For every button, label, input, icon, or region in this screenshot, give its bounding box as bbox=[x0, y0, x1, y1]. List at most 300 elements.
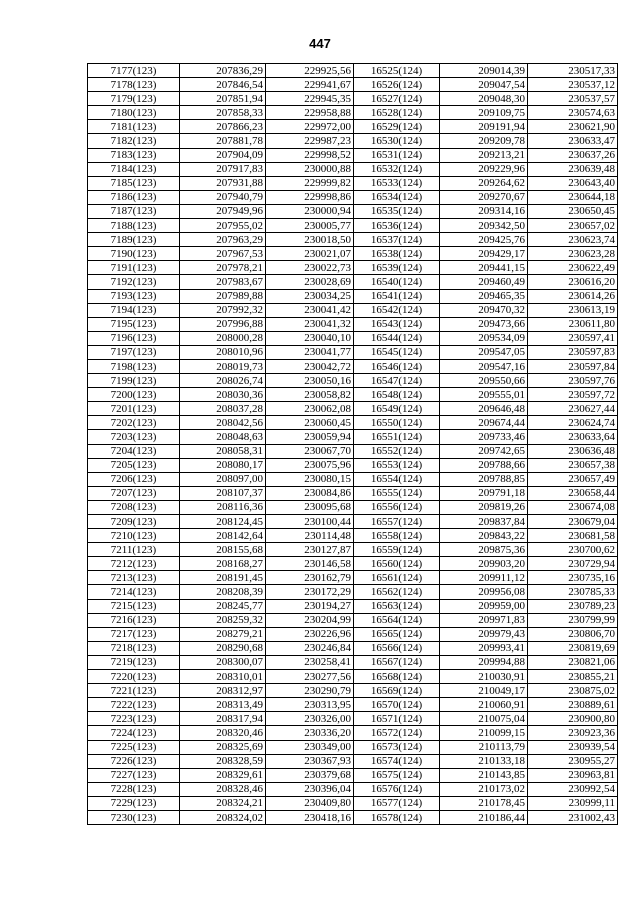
point-id-a-cell: 7220(123) bbox=[88, 670, 180, 684]
table-row bbox=[88, 613, 618, 627]
y-coordinate-b-cell: 230517,33 bbox=[528, 64, 618, 78]
y-coordinate-a-cell: 229958,88 bbox=[266, 106, 354, 120]
point-id-b-cell: 16570(124) bbox=[354, 698, 440, 712]
y-coordinate-b-cell: 230955,27 bbox=[528, 754, 618, 768]
table-row bbox=[88, 134, 618, 148]
table-row bbox=[88, 712, 618, 726]
point-id-b-cell: 16575(124) bbox=[354, 768, 440, 782]
y-coordinate-a-cell: 230041,77 bbox=[266, 345, 354, 359]
x-coordinate-b-cell: 209429,17 bbox=[440, 247, 528, 261]
point-id-a-cell: 7204(123) bbox=[88, 444, 180, 458]
point-id-b-cell: 16525(124) bbox=[354, 64, 440, 78]
point-id-a-cell: 7223(123) bbox=[88, 712, 180, 726]
x-coordinate-b-cell: 209425,76 bbox=[440, 233, 528, 247]
x-coordinate-a-cell: 208328,46 bbox=[180, 782, 266, 796]
point-id-a-cell: 7183(123) bbox=[88, 148, 180, 162]
x-coordinate-b-cell: 209993,41 bbox=[440, 641, 528, 655]
point-id-a-cell: 7187(123) bbox=[88, 204, 180, 218]
y-coordinate-b-cell: 230597,41 bbox=[528, 331, 618, 345]
x-coordinate-b-cell: 209047,54 bbox=[440, 78, 528, 92]
table-row bbox=[88, 78, 618, 92]
y-coordinate-b-cell: 230611,80 bbox=[528, 317, 618, 331]
y-coordinate-b-cell: 230574,63 bbox=[528, 106, 618, 120]
x-coordinate-b-cell: 209342,50 bbox=[440, 219, 528, 233]
y-coordinate-a-cell: 229999,82 bbox=[266, 176, 354, 190]
x-coordinate-a-cell: 208107,37 bbox=[180, 486, 266, 500]
table-row bbox=[88, 64, 618, 78]
point-id-b-cell: 16578(124) bbox=[354, 810, 440, 824]
x-coordinate-b-cell: 209547,16 bbox=[440, 359, 528, 373]
y-coordinate-b-cell: 230855,21 bbox=[528, 670, 618, 684]
y-coordinate-b-cell: 230621,90 bbox=[528, 120, 618, 134]
y-coordinate-a-cell: 230040,10 bbox=[266, 331, 354, 345]
point-id-b-cell: 16551(124) bbox=[354, 430, 440, 444]
x-coordinate-a-cell: 207846,54 bbox=[180, 78, 266, 92]
point-id-b-cell: 16574(124) bbox=[354, 754, 440, 768]
y-coordinate-a-cell: 230000,94 bbox=[266, 204, 354, 218]
point-id-a-cell: 7203(123) bbox=[88, 430, 180, 444]
table-row bbox=[88, 289, 618, 303]
x-coordinate-b-cell: 210113,79 bbox=[440, 740, 528, 754]
table-row bbox=[88, 641, 618, 655]
point-id-b-cell: 16545(124) bbox=[354, 345, 440, 359]
point-id-b-cell: 16543(124) bbox=[354, 317, 440, 331]
x-coordinate-b-cell: 210186,44 bbox=[440, 810, 528, 824]
point-id-b-cell: 16526(124) bbox=[354, 78, 440, 92]
point-id-a-cell: 7207(123) bbox=[88, 486, 180, 500]
table-row bbox=[88, 162, 618, 176]
x-coordinate-b-cell: 209959,00 bbox=[440, 599, 528, 613]
point-id-b-cell: 16537(124) bbox=[354, 233, 440, 247]
point-id-a-cell: 7177(123) bbox=[88, 64, 180, 78]
y-coordinate-a-cell: 230226,96 bbox=[266, 627, 354, 641]
point-id-a-cell: 7182(123) bbox=[88, 134, 180, 148]
x-coordinate-a-cell: 208300,07 bbox=[180, 655, 266, 669]
table-row bbox=[88, 176, 618, 190]
point-id-a-cell: 7202(123) bbox=[88, 416, 180, 430]
point-id-a-cell: 7184(123) bbox=[88, 162, 180, 176]
x-coordinate-b-cell: 209903,20 bbox=[440, 557, 528, 571]
point-id-a-cell: 7195(123) bbox=[88, 317, 180, 331]
x-coordinate-a-cell: 208313,49 bbox=[180, 698, 266, 712]
x-coordinate-b-cell: 209441,15 bbox=[440, 261, 528, 275]
y-coordinate-b-cell: 230785,33 bbox=[528, 585, 618, 599]
point-id-b-cell: 16544(124) bbox=[354, 331, 440, 345]
y-coordinate-b-cell: 230597,72 bbox=[528, 388, 618, 402]
y-coordinate-a-cell: 229972,00 bbox=[266, 120, 354, 134]
point-id-b-cell: 16566(124) bbox=[354, 641, 440, 655]
point-id-a-cell: 7222(123) bbox=[88, 698, 180, 712]
point-id-b-cell: 16527(124) bbox=[354, 92, 440, 106]
x-coordinate-b-cell: 209956,08 bbox=[440, 585, 528, 599]
coordinates-table bbox=[87, 63, 618, 825]
point-id-a-cell: 7221(123) bbox=[88, 684, 180, 698]
point-id-a-cell: 7197(123) bbox=[88, 345, 180, 359]
x-coordinate-a-cell: 208142,64 bbox=[180, 529, 266, 543]
table-row bbox=[88, 261, 618, 275]
y-coordinate-b-cell: 230623,28 bbox=[528, 247, 618, 261]
point-id-b-cell: 16528(124) bbox=[354, 106, 440, 120]
point-id-b-cell: 16529(124) bbox=[354, 120, 440, 134]
x-coordinate-a-cell: 208317,94 bbox=[180, 712, 266, 726]
point-id-a-cell: 7190(123) bbox=[88, 247, 180, 261]
y-coordinate-b-cell: 230644,18 bbox=[528, 190, 618, 204]
x-coordinate-a-cell: 207996,88 bbox=[180, 317, 266, 331]
table-row bbox=[88, 782, 618, 796]
x-coordinate-b-cell: 209109,75 bbox=[440, 106, 528, 120]
x-coordinate-a-cell: 208324,02 bbox=[180, 810, 266, 824]
x-coordinate-b-cell: 209555,01 bbox=[440, 388, 528, 402]
point-id-a-cell: 7209(123) bbox=[88, 515, 180, 529]
x-coordinate-a-cell: 208010,96 bbox=[180, 345, 266, 359]
coordinates-table-body bbox=[88, 64, 618, 825]
point-id-a-cell: 7196(123) bbox=[88, 331, 180, 345]
x-coordinate-b-cell: 209209,78 bbox=[440, 134, 528, 148]
y-coordinate-b-cell: 230650,45 bbox=[528, 204, 618, 218]
point-id-b-cell: 16549(124) bbox=[354, 402, 440, 416]
table-row bbox=[88, 92, 618, 106]
point-id-a-cell: 7213(123) bbox=[88, 571, 180, 585]
x-coordinate-a-cell: 208279,21 bbox=[180, 627, 266, 641]
table-row bbox=[88, 529, 618, 543]
y-coordinate-a-cell: 229998,52 bbox=[266, 148, 354, 162]
y-coordinate-a-cell: 230058,82 bbox=[266, 388, 354, 402]
table-row bbox=[88, 754, 618, 768]
x-coordinate-b-cell: 209191,94 bbox=[440, 120, 528, 134]
point-id-b-cell: 16535(124) bbox=[354, 204, 440, 218]
table-row bbox=[88, 430, 618, 444]
y-coordinate-b-cell: 230597,83 bbox=[528, 345, 618, 359]
x-coordinate-a-cell: 208116,36 bbox=[180, 500, 266, 514]
y-coordinate-a-cell: 230172,29 bbox=[266, 585, 354, 599]
x-coordinate-a-cell: 208208,39 bbox=[180, 585, 266, 599]
y-coordinate-a-cell: 230021,07 bbox=[266, 247, 354, 261]
point-id-a-cell: 7230(123) bbox=[88, 810, 180, 824]
x-coordinate-a-cell: 208037,28 bbox=[180, 402, 266, 416]
y-coordinate-b-cell: 230658,44 bbox=[528, 486, 618, 500]
point-id-b-cell: 16565(124) bbox=[354, 627, 440, 641]
y-coordinate-a-cell: 230290,79 bbox=[266, 684, 354, 698]
table-row bbox=[88, 233, 618, 247]
y-coordinate-b-cell: 230939,54 bbox=[528, 740, 618, 754]
x-coordinate-a-cell: 208000,28 bbox=[180, 331, 266, 345]
point-id-a-cell: 7179(123) bbox=[88, 92, 180, 106]
point-id-a-cell: 7228(123) bbox=[88, 782, 180, 796]
y-coordinate-a-cell: 230326,00 bbox=[266, 712, 354, 726]
y-coordinate-a-cell: 230067,70 bbox=[266, 444, 354, 458]
table-row bbox=[88, 796, 618, 810]
y-coordinate-b-cell: 230597,84 bbox=[528, 359, 618, 373]
x-coordinate-a-cell: 207858,33 bbox=[180, 106, 266, 120]
table-row bbox=[88, 275, 618, 289]
y-coordinate-a-cell: 230084,86 bbox=[266, 486, 354, 500]
table-row bbox=[88, 317, 618, 331]
x-coordinate-a-cell: 207949,96 bbox=[180, 204, 266, 218]
point-id-b-cell: 16548(124) bbox=[354, 388, 440, 402]
x-coordinate-b-cell: 209014,39 bbox=[440, 64, 528, 78]
point-id-b-cell: 16573(124) bbox=[354, 740, 440, 754]
table-row bbox=[88, 810, 618, 824]
point-id-a-cell: 7200(123) bbox=[88, 388, 180, 402]
point-id-a-cell: 7181(123) bbox=[88, 120, 180, 134]
point-id-a-cell: 7210(123) bbox=[88, 529, 180, 543]
y-coordinate-b-cell: 230657,49 bbox=[528, 472, 618, 486]
x-coordinate-b-cell: 209314,16 bbox=[440, 204, 528, 218]
table-row bbox=[88, 486, 618, 500]
x-coordinate-b-cell: 209674,44 bbox=[440, 416, 528, 430]
y-coordinate-a-cell: 230409,80 bbox=[266, 796, 354, 810]
x-coordinate-b-cell: 209791,18 bbox=[440, 486, 528, 500]
x-coordinate-b-cell: 209470,32 bbox=[440, 303, 528, 317]
point-id-a-cell: 7189(123) bbox=[88, 233, 180, 247]
x-coordinate-a-cell: 208320,46 bbox=[180, 726, 266, 740]
x-coordinate-b-cell: 209048,30 bbox=[440, 92, 528, 106]
table-row bbox=[88, 359, 618, 373]
point-id-b-cell: 16577(124) bbox=[354, 796, 440, 810]
point-id-a-cell: 7224(123) bbox=[88, 726, 180, 740]
x-coordinate-b-cell: 210178,45 bbox=[440, 796, 528, 810]
x-coordinate-a-cell: 207917,83 bbox=[180, 162, 266, 176]
x-coordinate-a-cell: 207904,09 bbox=[180, 148, 266, 162]
y-coordinate-a-cell: 229925,56 bbox=[266, 64, 354, 78]
point-id-a-cell: 7217(123) bbox=[88, 627, 180, 641]
point-id-b-cell: 16567(124) bbox=[354, 655, 440, 669]
point-id-a-cell: 7227(123) bbox=[88, 768, 180, 782]
y-coordinate-b-cell: 230636,48 bbox=[528, 444, 618, 458]
point-id-a-cell: 7198(123) bbox=[88, 359, 180, 373]
x-coordinate-b-cell: 209229,96 bbox=[440, 162, 528, 176]
point-id-b-cell: 16558(124) bbox=[354, 529, 440, 543]
table-row bbox=[88, 148, 618, 162]
x-coordinate-a-cell: 207836,29 bbox=[180, 64, 266, 78]
point-id-b-cell: 16554(124) bbox=[354, 472, 440, 486]
table-row bbox=[88, 670, 618, 684]
point-id-b-cell: 16547(124) bbox=[354, 374, 440, 388]
y-coordinate-a-cell: 230379,68 bbox=[266, 768, 354, 782]
y-coordinate-b-cell: 230597,76 bbox=[528, 374, 618, 388]
x-coordinate-a-cell: 207940,79 bbox=[180, 190, 266, 204]
point-id-b-cell: 16533(124) bbox=[354, 176, 440, 190]
x-coordinate-a-cell: 208191,45 bbox=[180, 571, 266, 585]
table-row bbox=[88, 345, 618, 359]
point-id-b-cell: 16538(124) bbox=[354, 247, 440, 261]
y-coordinate-b-cell: 230657,02 bbox=[528, 219, 618, 233]
x-coordinate-b-cell: 209465,35 bbox=[440, 289, 528, 303]
x-coordinate-b-cell: 209646,48 bbox=[440, 402, 528, 416]
x-coordinate-b-cell: 209994,88 bbox=[440, 655, 528, 669]
x-coordinate-a-cell: 207866,23 bbox=[180, 120, 266, 134]
table-row bbox=[88, 444, 618, 458]
table-row bbox=[88, 543, 618, 557]
point-id-a-cell: 7216(123) bbox=[88, 613, 180, 627]
point-id-a-cell: 7212(123) bbox=[88, 557, 180, 571]
y-coordinate-b-cell: 230679,04 bbox=[528, 515, 618, 529]
y-coordinate-b-cell: 230622,49 bbox=[528, 261, 618, 275]
x-coordinate-a-cell: 208312,97 bbox=[180, 684, 266, 698]
table-row bbox=[88, 740, 618, 754]
y-coordinate-a-cell: 230022,73 bbox=[266, 261, 354, 275]
x-coordinate-b-cell: 209843,22 bbox=[440, 529, 528, 543]
point-id-a-cell: 7205(123) bbox=[88, 458, 180, 472]
x-coordinate-b-cell: 209971,83 bbox=[440, 613, 528, 627]
y-coordinate-b-cell: 230639,48 bbox=[528, 162, 618, 176]
x-coordinate-a-cell: 208097,00 bbox=[180, 472, 266, 486]
table-row bbox=[88, 402, 618, 416]
point-id-b-cell: 16556(124) bbox=[354, 500, 440, 514]
x-coordinate-b-cell: 209788,66 bbox=[440, 458, 528, 472]
point-id-a-cell: 7180(123) bbox=[88, 106, 180, 120]
x-coordinate-b-cell: 209742,65 bbox=[440, 444, 528, 458]
x-coordinate-a-cell: 208048,63 bbox=[180, 430, 266, 444]
table-row bbox=[88, 655, 618, 669]
y-coordinate-b-cell: 230735,16 bbox=[528, 571, 618, 585]
x-coordinate-b-cell: 209550,66 bbox=[440, 374, 528, 388]
point-id-b-cell: 16557(124) bbox=[354, 515, 440, 529]
y-coordinate-b-cell: 230819,69 bbox=[528, 641, 618, 655]
y-coordinate-a-cell: 230028,69 bbox=[266, 275, 354, 289]
y-coordinate-a-cell: 230062,08 bbox=[266, 402, 354, 416]
y-coordinate-b-cell: 230614,26 bbox=[528, 289, 618, 303]
x-coordinate-a-cell: 208245,77 bbox=[180, 599, 266, 613]
x-coordinate-a-cell: 208328,59 bbox=[180, 754, 266, 768]
y-coordinate-b-cell: 230992,54 bbox=[528, 782, 618, 796]
x-coordinate-b-cell: 210133,18 bbox=[440, 754, 528, 768]
y-coordinate-b-cell: 230613,19 bbox=[528, 303, 618, 317]
x-coordinate-b-cell: 209875,36 bbox=[440, 543, 528, 557]
y-coordinate-a-cell: 230060,45 bbox=[266, 416, 354, 430]
table-row bbox=[88, 472, 618, 486]
x-coordinate-b-cell: 210049,17 bbox=[440, 684, 528, 698]
table-row bbox=[88, 458, 618, 472]
y-coordinate-b-cell: 230537,57 bbox=[528, 92, 618, 106]
y-coordinate-a-cell: 230246,84 bbox=[266, 641, 354, 655]
x-coordinate-b-cell: 209473,66 bbox=[440, 317, 528, 331]
table-row bbox=[88, 515, 618, 529]
x-coordinate-a-cell: 208259,32 bbox=[180, 613, 266, 627]
point-id-b-cell: 16564(124) bbox=[354, 613, 440, 627]
y-coordinate-b-cell: 230821,06 bbox=[528, 655, 618, 669]
y-coordinate-a-cell: 230050,16 bbox=[266, 374, 354, 388]
y-coordinate-a-cell: 230042,72 bbox=[266, 359, 354, 373]
x-coordinate-a-cell: 208026,74 bbox=[180, 374, 266, 388]
table-row bbox=[88, 303, 618, 317]
point-id-b-cell: 16571(124) bbox=[354, 712, 440, 726]
y-coordinate-a-cell: 230277,56 bbox=[266, 670, 354, 684]
x-coordinate-a-cell: 208124,45 bbox=[180, 515, 266, 529]
x-coordinate-a-cell: 207967,53 bbox=[180, 247, 266, 261]
y-coordinate-b-cell: 230789,23 bbox=[528, 599, 618, 613]
y-coordinate-b-cell: 230963,81 bbox=[528, 768, 618, 782]
point-id-a-cell: 7194(123) bbox=[88, 303, 180, 317]
point-id-b-cell: 16568(124) bbox=[354, 670, 440, 684]
y-coordinate-b-cell: 230643,40 bbox=[528, 176, 618, 190]
y-coordinate-a-cell: 229998,86 bbox=[266, 190, 354, 204]
x-coordinate-b-cell: 210060,91 bbox=[440, 698, 528, 712]
y-coordinate-b-cell: 230923,36 bbox=[528, 726, 618, 740]
y-coordinate-a-cell: 230349,00 bbox=[266, 740, 354, 754]
y-coordinate-a-cell: 230075,96 bbox=[266, 458, 354, 472]
x-coordinate-a-cell: 208290,68 bbox=[180, 641, 266, 655]
table-row bbox=[88, 374, 618, 388]
x-coordinate-b-cell: 210099,15 bbox=[440, 726, 528, 740]
point-id-a-cell: 7225(123) bbox=[88, 740, 180, 754]
x-coordinate-b-cell: 209979,43 bbox=[440, 627, 528, 641]
y-coordinate-b-cell: 230799,99 bbox=[528, 613, 618, 627]
point-id-a-cell: 7185(123) bbox=[88, 176, 180, 190]
point-id-b-cell: 16572(124) bbox=[354, 726, 440, 740]
page-number: 447 bbox=[309, 36, 331, 51]
x-coordinate-b-cell: 209547,05 bbox=[440, 345, 528, 359]
y-coordinate-b-cell: 230806,70 bbox=[528, 627, 618, 641]
y-coordinate-a-cell: 229945,35 bbox=[266, 92, 354, 106]
point-id-b-cell: 16561(124) bbox=[354, 571, 440, 585]
x-coordinate-b-cell: 210075,04 bbox=[440, 712, 528, 726]
x-coordinate-a-cell: 207963,29 bbox=[180, 233, 266, 247]
x-coordinate-a-cell: 207992,32 bbox=[180, 303, 266, 317]
y-coordinate-a-cell: 230000,88 bbox=[266, 162, 354, 176]
y-coordinate-b-cell: 230999,11 bbox=[528, 796, 618, 810]
y-coordinate-b-cell: 230616,20 bbox=[528, 275, 618, 289]
y-coordinate-a-cell: 230005,77 bbox=[266, 219, 354, 233]
x-coordinate-b-cell: 209264,62 bbox=[440, 176, 528, 190]
x-coordinate-a-cell: 207983,67 bbox=[180, 275, 266, 289]
point-id-b-cell: 16530(124) bbox=[354, 134, 440, 148]
table-row bbox=[88, 768, 618, 782]
table-row bbox=[88, 219, 618, 233]
point-id-a-cell: 7226(123) bbox=[88, 754, 180, 768]
point-id-a-cell: 7215(123) bbox=[88, 599, 180, 613]
table-row bbox=[88, 204, 618, 218]
point-id-b-cell: 16576(124) bbox=[354, 782, 440, 796]
x-coordinate-a-cell: 207881,78 bbox=[180, 134, 266, 148]
y-coordinate-b-cell: 230537,12 bbox=[528, 78, 618, 92]
x-coordinate-b-cell: 209819,26 bbox=[440, 500, 528, 514]
x-coordinate-b-cell: 209788,85 bbox=[440, 472, 528, 486]
x-coordinate-a-cell: 207955,02 bbox=[180, 219, 266, 233]
y-coordinate-a-cell: 230396,04 bbox=[266, 782, 354, 796]
point-id-b-cell: 16531(124) bbox=[354, 148, 440, 162]
y-coordinate-b-cell: 230627,44 bbox=[528, 402, 618, 416]
table-row bbox=[88, 627, 618, 641]
y-coordinate-a-cell: 230162,79 bbox=[266, 571, 354, 585]
y-coordinate-b-cell: 230657,38 bbox=[528, 458, 618, 472]
point-id-a-cell: 7192(123) bbox=[88, 275, 180, 289]
table-row bbox=[88, 571, 618, 585]
x-coordinate-b-cell: 210143,85 bbox=[440, 768, 528, 782]
x-coordinate-a-cell: 207978,21 bbox=[180, 261, 266, 275]
y-coordinate-b-cell: 230700,62 bbox=[528, 543, 618, 557]
y-coordinate-b-cell: 230681,58 bbox=[528, 529, 618, 543]
point-id-a-cell: 7211(123) bbox=[88, 543, 180, 557]
x-coordinate-b-cell: 209460,49 bbox=[440, 275, 528, 289]
y-coordinate-a-cell: 230194,27 bbox=[266, 599, 354, 613]
y-coordinate-b-cell: 230623,74 bbox=[528, 233, 618, 247]
point-id-a-cell: 7186(123) bbox=[88, 190, 180, 204]
table-row bbox=[88, 331, 618, 345]
y-coordinate-b-cell: 230900,80 bbox=[528, 712, 618, 726]
table-row bbox=[88, 416, 618, 430]
x-coordinate-b-cell: 209733,46 bbox=[440, 430, 528, 444]
y-coordinate-a-cell: 230080,15 bbox=[266, 472, 354, 486]
point-id-b-cell: 16546(124) bbox=[354, 359, 440, 373]
table-row bbox=[88, 698, 618, 712]
x-coordinate-b-cell: 209911,12 bbox=[440, 571, 528, 585]
x-coordinate-b-cell: 209837,84 bbox=[440, 515, 528, 529]
y-coordinate-b-cell: 231002,43 bbox=[528, 810, 618, 824]
y-coordinate-a-cell: 230114,48 bbox=[266, 529, 354, 543]
x-coordinate-b-cell: 210030,91 bbox=[440, 670, 528, 684]
y-coordinate-a-cell: 230127,87 bbox=[266, 543, 354, 557]
